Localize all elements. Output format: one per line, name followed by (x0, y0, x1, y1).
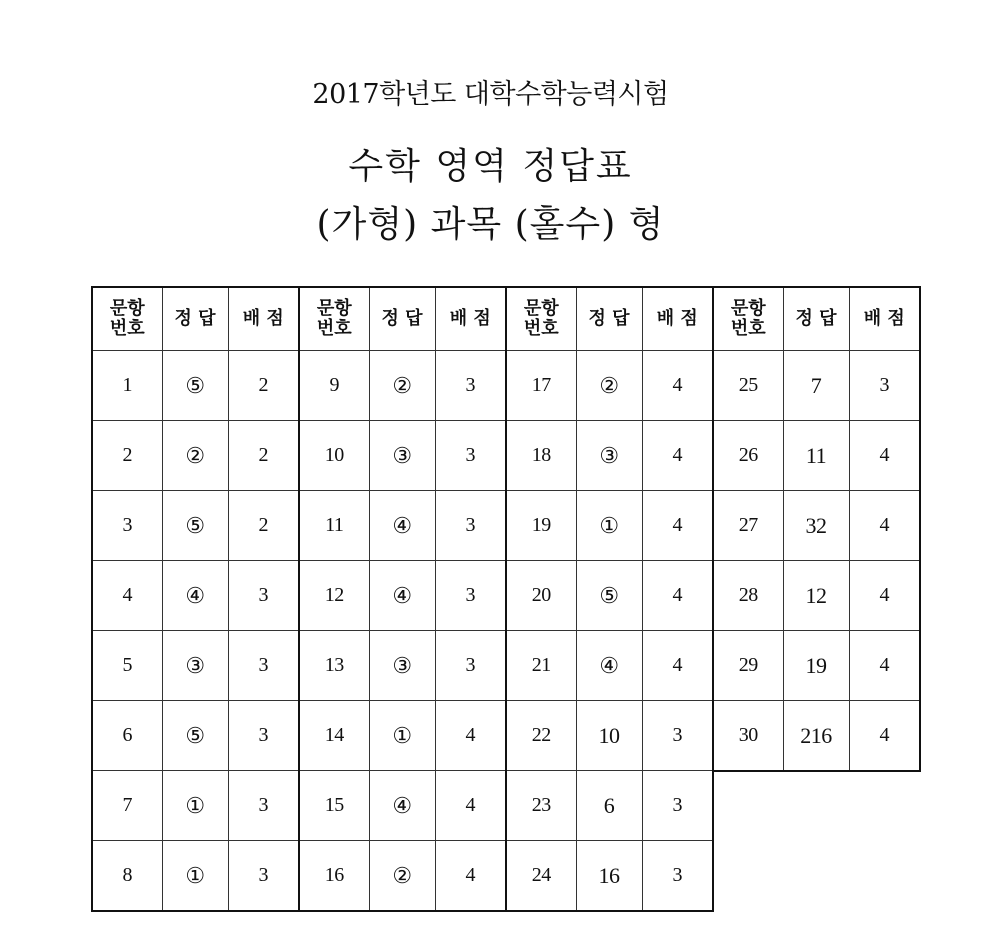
answer: 7 (783, 351, 849, 421)
points: 3 (228, 701, 299, 771)
header-row (713, 287, 920, 351)
points: 3 (228, 631, 299, 701)
answer: ① (162, 841, 228, 912)
table-row (299, 631, 506, 701)
answer: ③ (369, 421, 435, 491)
question-no: 19 (506, 491, 576, 561)
answer: ② (576, 351, 642, 421)
answer: ⑤ (162, 491, 228, 561)
points: 4 (849, 561, 920, 631)
question-no: 11 (299, 491, 369, 561)
points: 3 (849, 351, 920, 421)
header-row (92, 287, 299, 351)
points: 4 (435, 701, 506, 771)
points: 4 (435, 841, 506, 912)
points: 3 (435, 561, 506, 631)
answer: 10 (576, 701, 642, 771)
table-row (713, 561, 920, 631)
question-no: 2 (92, 421, 162, 491)
table-row (299, 351, 506, 421)
question-no: 9 (299, 351, 369, 421)
answer: ② (369, 351, 435, 421)
answer-header: 정 답 (783, 287, 849, 351)
question-no: 12 (299, 561, 369, 631)
question-no: 1 (92, 351, 162, 421)
exam-title: 2017학년도 대학수학능력시험 (312, 79, 669, 110)
points: 2 (228, 421, 299, 491)
points: 4 (642, 351, 713, 421)
question-no-header: 문항 번호 (299, 287, 369, 351)
question-no: 29 (713, 631, 783, 701)
question-no: 8 (92, 841, 162, 912)
answer: 19 (783, 631, 849, 701)
table-row (92, 421, 299, 491)
table-row (506, 631, 713, 701)
answer: ③ (576, 421, 642, 491)
question-no: 18 (506, 421, 576, 491)
table-row (713, 701, 920, 772)
table-row (713, 351, 920, 421)
table-row (299, 491, 506, 561)
question-no: 5 (92, 631, 162, 701)
question-no: 15 (299, 771, 369, 841)
points: 3 (435, 491, 506, 561)
table-row (92, 841, 299, 912)
table-row (506, 561, 713, 631)
answer-block-2 (298, 286, 507, 912)
answer: ④ (576, 631, 642, 701)
answer-block-1 (91, 286, 300, 912)
question-no: 22 (506, 701, 576, 771)
table-row (713, 631, 920, 701)
answer: 11 (783, 421, 849, 491)
answer-header: 정 답 (576, 287, 642, 351)
points: 3 (228, 771, 299, 841)
answer: ② (162, 421, 228, 491)
points: 4 (435, 771, 506, 841)
question-no: 21 (506, 631, 576, 701)
points-header: 배 점 (849, 287, 920, 351)
answer: ① (369, 701, 435, 771)
answer: 12 (783, 561, 849, 631)
table-row (299, 841, 506, 912)
table-row (506, 491, 713, 561)
table-row (299, 421, 506, 491)
answer: 6 (576, 771, 642, 841)
points: 4 (849, 421, 920, 491)
answer: ④ (369, 561, 435, 631)
question-no: 24 (506, 841, 576, 912)
points: 4 (642, 491, 713, 561)
question-no: 7 (92, 771, 162, 841)
points: 3 (435, 631, 506, 701)
question-no: 3 (92, 491, 162, 561)
table-row (299, 701, 506, 771)
table-row (92, 771, 299, 841)
points: 4 (642, 631, 713, 701)
question-no: 25 (713, 351, 783, 421)
table-row (92, 491, 299, 561)
table-row (506, 841, 713, 912)
points: 4 (642, 421, 713, 491)
points: 3 (642, 841, 713, 912)
question-no: 30 (713, 701, 783, 772)
points: 3 (435, 421, 506, 491)
table-row (713, 491, 920, 561)
answer: ④ (369, 491, 435, 561)
question-no: 20 (506, 561, 576, 631)
table-row (299, 561, 506, 631)
answer: ① (576, 491, 642, 561)
points: 4 (849, 701, 920, 772)
answer: 216 (783, 701, 849, 772)
question-no: 27 (713, 491, 783, 561)
answer-header: 정 답 (369, 287, 435, 351)
points: 3 (228, 561, 299, 631)
answer: ④ (369, 771, 435, 841)
answer: ③ (369, 631, 435, 701)
points: 3 (642, 771, 713, 841)
points: 4 (642, 561, 713, 631)
answer: ① (162, 771, 228, 841)
answer: ② (369, 841, 435, 912)
answer: 32 (783, 491, 849, 561)
question-no: 6 (92, 701, 162, 771)
question-no: 17 (506, 351, 576, 421)
table-row (506, 701, 713, 771)
question-no-header: 문항 번호 (506, 287, 576, 351)
table-row (506, 351, 713, 421)
points: 2 (228, 351, 299, 421)
table-row (92, 561, 299, 631)
question-no-header: 문항 번호 (713, 287, 783, 351)
answer-header: 정 답 (162, 287, 228, 351)
answer-block-4 (712, 286, 921, 772)
question-no: 26 (713, 421, 783, 491)
points: 3 (642, 701, 713, 771)
table-title: 수학 영역 정답표 (348, 146, 633, 187)
points: 4 (849, 631, 920, 701)
type-line: (가형) 과목 (홀수) 형 (316, 204, 665, 245)
question-no: 16 (299, 841, 369, 912)
points-header: 배 점 (228, 287, 299, 351)
answer: ④ (162, 561, 228, 631)
question-no: 4 (92, 561, 162, 631)
table-row (92, 351, 299, 421)
points-header: 배 점 (435, 287, 506, 351)
answer: ⑤ (162, 701, 228, 771)
table-row (299, 771, 506, 841)
question-no-header: 문항 번호 (92, 287, 162, 351)
table-row (92, 631, 299, 701)
question-no: 10 (299, 421, 369, 491)
points: 2 (228, 491, 299, 561)
points: 4 (849, 491, 920, 561)
answer: ⑤ (576, 561, 642, 631)
points-header: 배 점 (642, 287, 713, 351)
question-no: 28 (713, 561, 783, 631)
answer: ③ (162, 631, 228, 701)
question-no: 23 (506, 771, 576, 841)
points: 3 (228, 841, 299, 912)
header-row (506, 287, 713, 351)
answer-block-3 (505, 286, 714, 912)
header-row (299, 287, 506, 351)
table-row (92, 701, 299, 771)
question-no: 13 (299, 631, 369, 701)
answer: 16 (576, 841, 642, 912)
table-row (506, 421, 713, 491)
table-row (506, 771, 713, 841)
answer: ⑤ (162, 351, 228, 421)
table-row (713, 421, 920, 491)
points: 3 (435, 351, 506, 421)
question-no: 14 (299, 701, 369, 771)
